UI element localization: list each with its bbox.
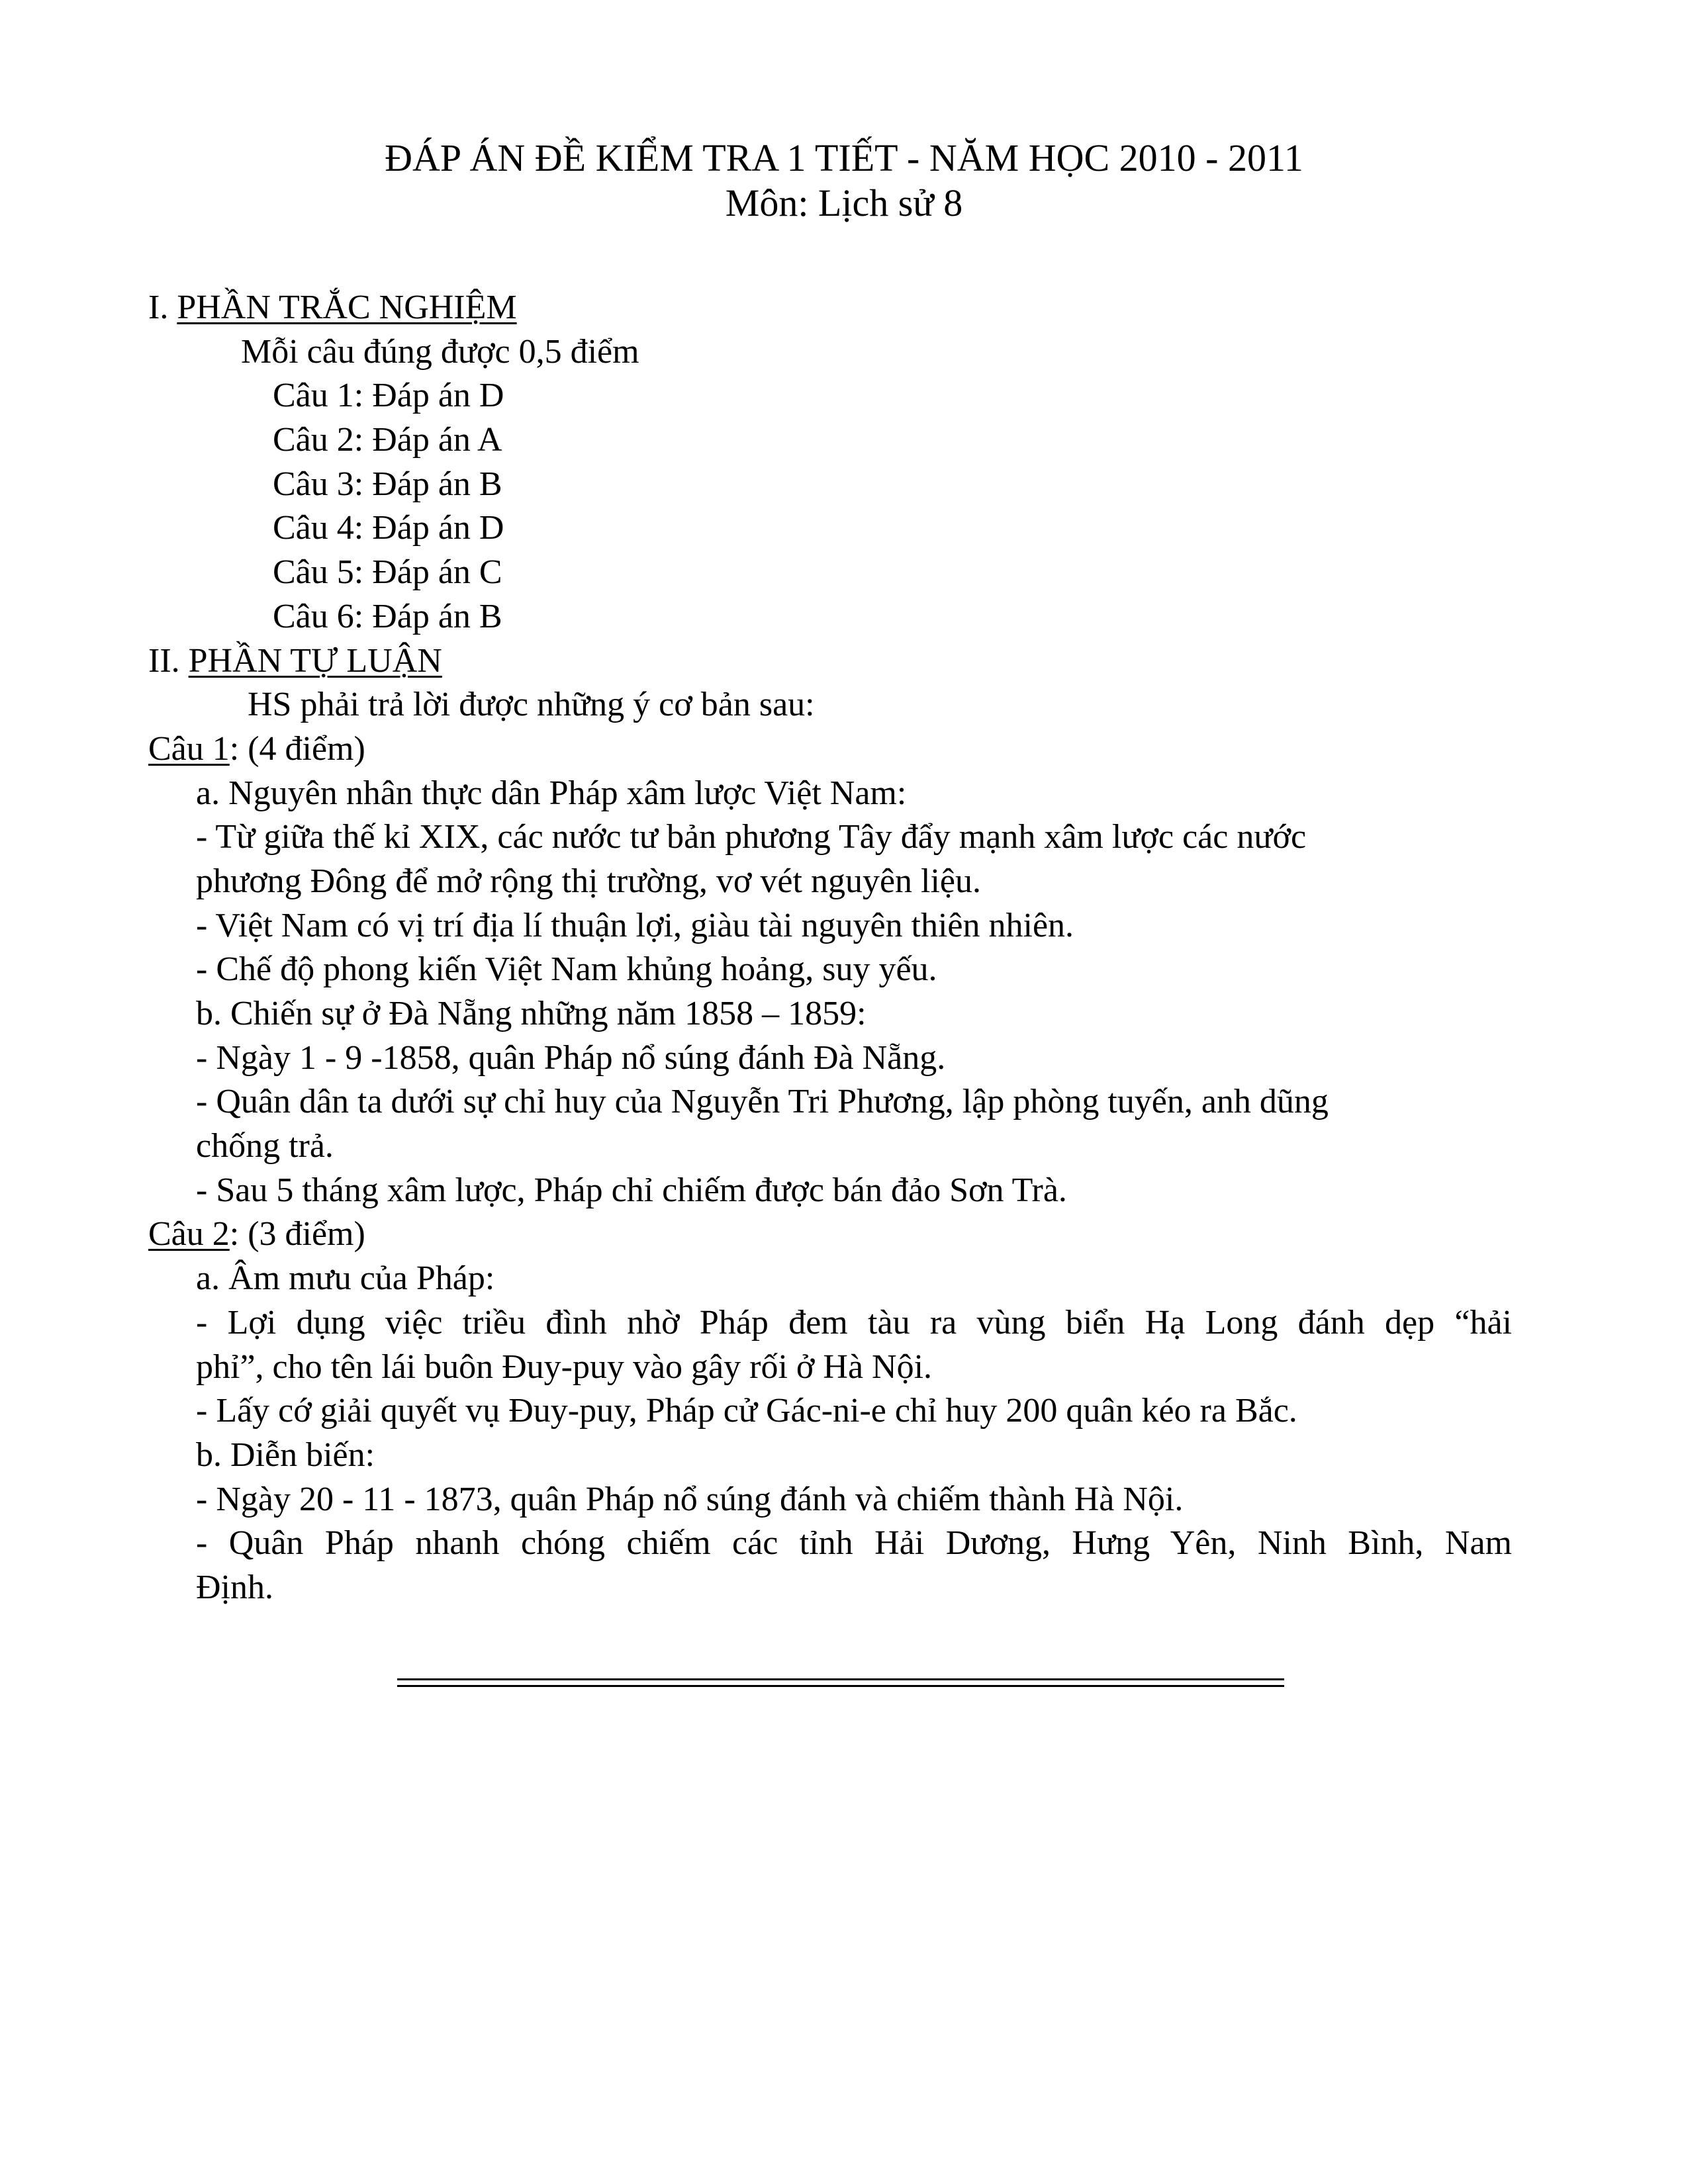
- q2-line-text: - Quân Pháp nhanh chóng chiếm các tỉnh Hải Dương, Hưng Yên, Ninh Bình, Nam: [196, 1524, 1512, 1563]
- q1-line: - Quân dân ta dưới sự chỉ huy của Nguyễn Tri Phương, lập phòng tuyến, anh dũng: [196, 1083, 1329, 1121]
- answer-3: Câu 3: Đáp án B: [273, 465, 502, 503]
- q2-points: : (3 điểm): [229, 1215, 365, 1253]
- q1-line: phương Đông để mở rộng thị trường, vơ vét nguyên liệu.: [196, 862, 981, 900]
- q1-line: - Sau 5 tháng xâm lược, Pháp chỉ chiếm được bán đảo Sơn Trà.: [196, 1171, 1067, 1209]
- answer-2: Câu 2: Đáp án A: [273, 421, 502, 459]
- q2-line: b. Diễn biến:: [196, 1435, 375, 1474]
- part2-heading-text: PHẦN TỰ LUẬN: [188, 641, 442, 680]
- end-rule-top: [397, 1678, 1284, 1680]
- end-rule-bottom: [397, 1685, 1284, 1687]
- q1-line: - Ngày 1 - 9 -1858, quân Pháp nổ súng đánh Đà Nẵng.: [196, 1038, 946, 1077]
- document-title: ĐÁP ÁN ĐỀ KIỂM TRA 1 TIẾT - NĂM HỌC 2010 - 2011: [385, 136, 1303, 179]
- part2-heading: [148, 639, 1512, 684]
- q1-line: - Từ giữa thế kỉ XIX, các nước tư bản phương Tây đẩy mạnh xâm lược các nước: [196, 818, 1307, 856]
- part1-heading-text: PHẦN TRẮC NGHIỆM: [177, 289, 517, 326]
- document-body: [148, 286, 1512, 1610]
- answer-1: Câu 1: Đáp án D: [273, 377, 504, 415]
- q1-points: : (4 điểm): [229, 729, 365, 768]
- q1-label: Câu 1: [148, 729, 230, 768]
- q2-line-text: - Lợi dụng việc triều đình nhờ Pháp đem tàu ra vùng biển Hạ Long đánh dẹp “hải: [196, 1303, 1512, 1342]
- q1-line: b. Chiến sự ở Đà Nẵng những năm 1858 – 1859:: [196, 995, 867, 1032]
- q2-label: Câu 2: [148, 1215, 230, 1253]
- part1-heading: [148, 286, 1512, 330]
- part1-numeral: I.: [148, 289, 177, 326]
- part2-intro: HS phải trả lời được những ý cơ bản sau:: [248, 686, 815, 724]
- q1-line: - Việt Nam có vị trí địa lí thuận lợi, giàu tài nguyên thiên nhiên.: [196, 906, 1074, 944]
- answer-6: Câu 6: Đáp án B: [273, 597, 502, 635]
- q2-line: Định.: [196, 1568, 273, 1606]
- q1-line: a. Nguyên nhân thực dân Pháp xâm lược Việt Nam:: [196, 774, 907, 812]
- answer-5: Câu 5: Đáp án C: [273, 553, 502, 592]
- subject-title: Môn: Lịch sử 8: [725, 181, 963, 224]
- q2-line: [148, 1522, 1512, 1566]
- q2-line: - Lấy cớ giải quyết vụ Đuy-puy, Pháp cử Gác-ni-e chỉ huy 200 quân kéo ra Bắc.: [196, 1392, 1297, 1430]
- answer-4: Câu 4: Đáp án D: [273, 509, 504, 547]
- q1-line: - Chế độ phong kiến Việt Nam khủng hoảng, suy yếu.: [196, 950, 937, 989]
- part1-scoring: Mỗi câu đúng được 0,5 điểm: [241, 332, 639, 371]
- q1-header: [148, 727, 1512, 772]
- q1-line: chống trả.: [196, 1127, 334, 1165]
- q2-line: [148, 1301, 1512, 1345]
- q2-header: [148, 1212, 1512, 1257]
- q2-line: phỉ”, cho tên lái buôn Đuy-puy vào gây rối ở Hà Nội.: [196, 1347, 933, 1386]
- q2-line: - Ngày 20 - 11 - 1873, quân Pháp nổ súng đánh và chiếm thành Hà Nội.: [196, 1480, 1184, 1518]
- part2-numeral: II.: [148, 641, 189, 680]
- q2-line: a. Âm mưu của Pháp:: [196, 1259, 495, 1298]
